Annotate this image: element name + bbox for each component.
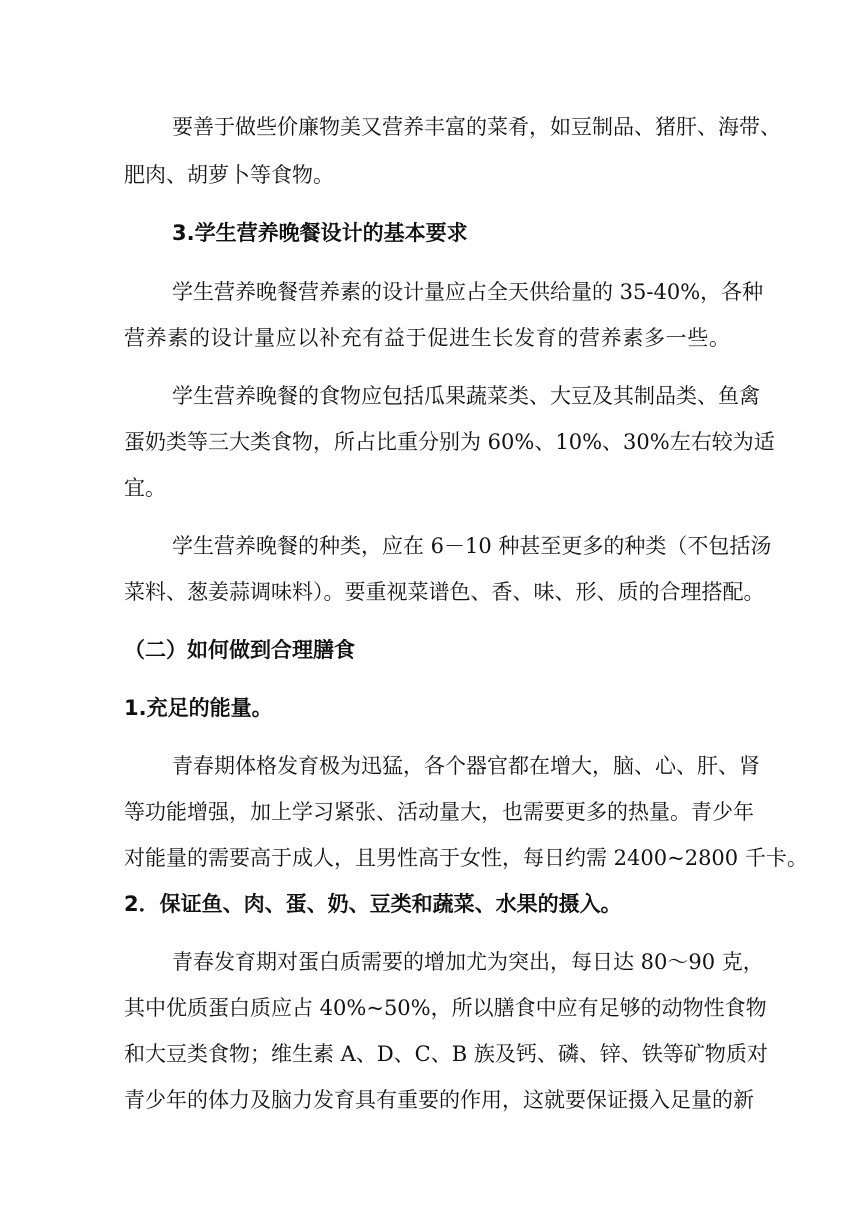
paragraph-line: 其中优质蛋白质应占 40%~50%，所以膳食中应有足够的动物性食物 bbox=[124, 996, 767, 1020]
section-heading: 3.学生营养晚餐设计的基本要求 bbox=[172, 221, 468, 245]
paragraph-line: 青春发育期对蛋白质需要的增加尤为突出，每日达 80～90 克， bbox=[172, 950, 764, 974]
paragraph-line: 营养素的设计量应以补充有益于促进生长发育的营养素多一些。 bbox=[124, 326, 730, 350]
paragraph-line: 要善于做些价廉物美又营养丰富的菜肴，如豆制品、猪肝、海带、 bbox=[172, 115, 781, 139]
paragraph-line: 肥肉、胡萝卜等食物。 bbox=[124, 163, 334, 187]
paragraph-line: 学生营养晚餐营养素的设计量应占全天供给量的 35-40%，各种 bbox=[172, 280, 764, 304]
section-heading: （二）如何做到合理膳食 bbox=[124, 638, 355, 662]
paragraph-line: 菜料、葱姜蒜调味料）。要重视菜谱色、香、味、形、质的合理搭配。 bbox=[124, 580, 765, 604]
paragraph-line: 学生营养晚餐的种类，应在 6－10 种甚至更多的种类（不包括汤 bbox=[172, 534, 772, 558]
paragraph-line: 等功能增强，加上学习紧张、活动量大，也需要更多的热量。青少年 bbox=[124, 800, 754, 824]
paragraph-line: 学生营养晚餐的食物应包括瓜果蔬菜类、大豆及其制品类、鱼禽 bbox=[172, 384, 760, 408]
paragraph-line: 青少年的体力及脑力发育具有重要的作用，这就要保证摄入足量的新 bbox=[124, 1088, 754, 1112]
subsection-heading: 1.充足的能量。 bbox=[124, 696, 273, 720]
paragraph-line: 对能量的需要高于成人，且男性高于女性，每日约需 2400~2800 千卡。 bbox=[124, 846, 808, 870]
paragraph-line: 青春期体格发育极为迅猛，各个器官都在增大，脑、心、肝、肾 bbox=[172, 754, 760, 778]
subsection-heading: 2．保证鱼、肉、蛋、奶、豆类和蔬菜、水果的摄入。 bbox=[124, 892, 622, 916]
paragraph-line: 蛋奶类等三大类食物，所占比重分别为 60%、10%、30%左右较为适 bbox=[124, 430, 775, 454]
paragraph-line: 宜。 bbox=[124, 476, 166, 500]
paragraph-line: 和大豆类食物；维生素 A、D、C、B 族及钙、磷、锌、铁等矿物质对 bbox=[124, 1042, 768, 1066]
